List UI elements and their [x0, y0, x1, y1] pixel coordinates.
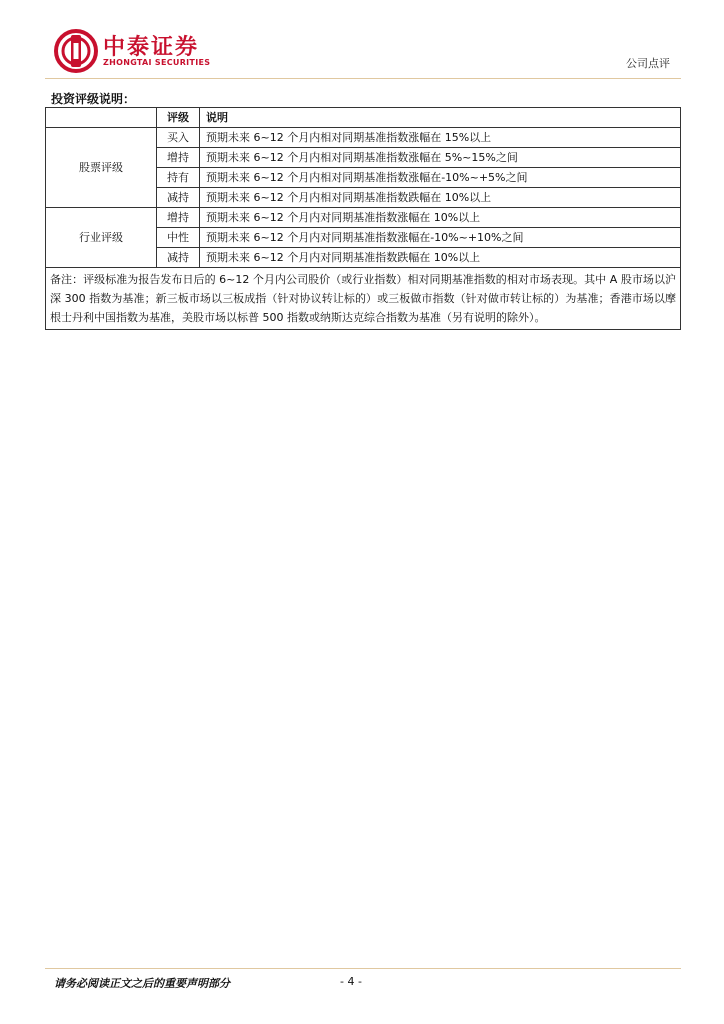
- rating-desc: 预期未来 6~12 个月内对同期基准指数涨幅在 10%以上: [200, 208, 681, 228]
- rating-note: 备注：评级标准为报告发布日后的 6~12 个月内公司股价（或行业指数）相对同期基准指数的相对市场表现。其中 A 股市场以沪深 300 指数为基准；新三板市场以三板成指（针对协议转让标的）或三板做市指数（针对做市转让标的）为基准；香港市场以摩根士丹利中国指数为基准，美股市场以标普 500 指数或纳斯达克综合指数为基准（另有说明的除外）。: [46, 268, 681, 330]
- group-industry-rating: 行业评级: [46, 208, 157, 268]
- footer-disclaimer: 请务必阅读正文之后的重要声明部分: [54, 977, 230, 990]
- table-row: [46, 128, 681, 148]
- header-level: 评级: [157, 108, 200, 128]
- rating-desc: 预期未来 6~12 个月内对同期基准指数跌幅在 10%以上: [200, 248, 681, 268]
- header-blank-cell: [46, 108, 157, 128]
- rating-level: 持有: [157, 168, 200, 188]
- header-desc: 说明: [200, 108, 681, 128]
- table-note-row: [46, 268, 681, 330]
- rating-level: 增持: [157, 208, 200, 228]
- rating-level: 买入: [157, 128, 200, 148]
- rating-desc: 预期未来 6~12 个月内相对同期基准指数涨幅在-10%~+5%之间: [200, 168, 681, 188]
- table-row: [46, 208, 681, 228]
- rating-level: 中性: [157, 228, 200, 248]
- rating-desc: 预期未来 6~12 个月内相对同期基准指数涨幅在 5%~15%之间: [200, 148, 681, 168]
- rating-level: 增持: [157, 148, 200, 168]
- zhongtai-logo-icon: [54, 29, 98, 73]
- group-stock-rating: 股票评级: [46, 128, 157, 208]
- rating-desc: 预期未来 6~12 个月内相对同期基准指数跌幅在 10%以上: [200, 188, 681, 208]
- document-type: 公司点评: [626, 57, 670, 70]
- section-title: 投资评级说明：: [51, 92, 136, 106]
- rating-level: 减持: [157, 188, 200, 208]
- table-header-row: [46, 108, 681, 128]
- footer-divider: [45, 968, 681, 969]
- page-number: - 4 -: [340, 975, 362, 988]
- rating-desc: 预期未来 6~12 个月内相对同期基准指数涨幅在 15%以上: [200, 128, 681, 148]
- brand-name-en: ZHONGTAI SECURITIES: [103, 58, 211, 67]
- page-header: [0, 0, 724, 90]
- rating-desc: 预期未来 6~12 个月内对同期基准指数涨幅在-10%~+10%之间: [200, 228, 681, 248]
- rating-level: 减持: [157, 248, 200, 268]
- rating-table: [45, 107, 681, 330]
- header-divider: [45, 78, 681, 79]
- brand-name-cn: 中泰证券: [103, 35, 200, 60]
